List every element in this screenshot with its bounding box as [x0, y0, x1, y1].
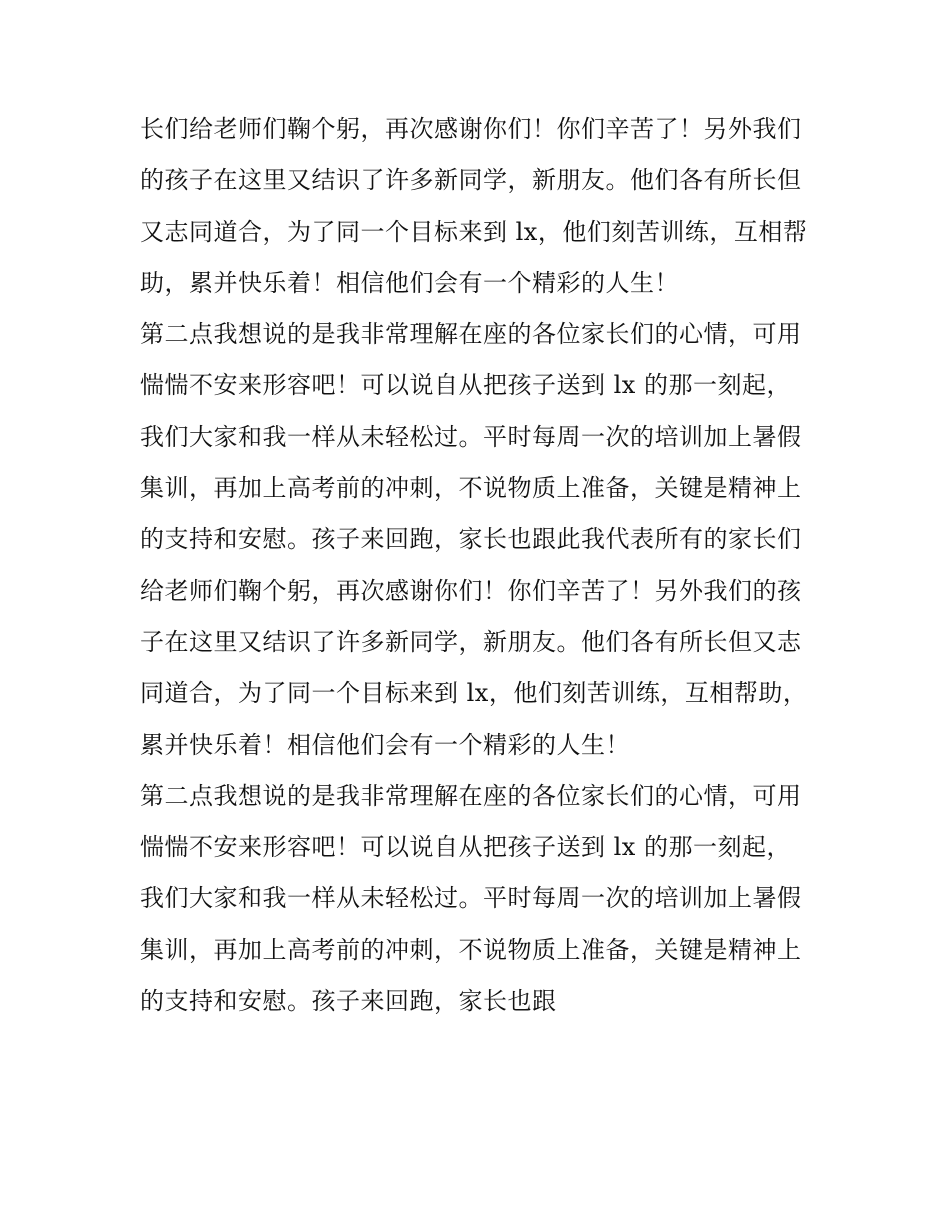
body-text — [140, 104, 840, 1027]
text-line: 的孩子在这里又结识了许多新同学，新朋友。他们各有所长但 — [140, 166, 802, 195]
text-line: 的支持和安慰。孩子来回跑，家长也跟 — [140, 987, 557, 1016]
text-line: 助，累并快乐着！相信他们会有一个精彩的人生！ — [140, 268, 679, 297]
text-line: 的支持和安慰。孩子来回跑，家长也跟此我代表所有的家长们 — [140, 525, 802, 554]
text-line: 长们给老师们鞠个躬，再次感谢你们！你们辛苦了！另外我们 — [140, 115, 802, 143]
text-line: 又志同道合，为了同一个目标来到 lx，他们刻苦训练，互相帮 — [140, 217, 808, 246]
text-line: 子在这里又结识了许多新同学，新朋友。他们各有所长但又志 — [140, 627, 802, 656]
text-line: 第二点我想说的是我非常理解在座的各位家长们的心情，可用 — [140, 320, 802, 349]
text-line: 惴惴不安来形容吧！可以说自从把孩子送到 lx 的那一刻起， — [140, 371, 791, 400]
text-line: 我们大家和我一样从未轻松过。平时每周一次的培训加上暑假 — [140, 884, 802, 913]
text-line: 给老师们鞠个躬，再次感谢你们！你们辛苦了！另外我们的孩 — [140, 576, 802, 605]
text-line: 累并快乐着！相信他们会有一个精彩的人生！ — [140, 730, 630, 759]
text-line: 我们大家和我一样从未轻松过。平时每周一次的培训加上暑假 — [140, 422, 802, 451]
text-line: 同道合，为了同一个目标来到 lx，他们刻苦训练，互相帮助， — [140, 679, 808, 708]
text-line: 第二点我想说的是我非常理解在座的各位家长们的心情，可用 — [140, 781, 802, 810]
text-line: 集训，再加上高考前的冲刺，不说物质上准备，关键是精神上 — [140, 935, 802, 964]
text-line: 惴惴不安来形容吧！可以说自从把孩子送到 lx 的那一刻起， — [140, 833, 791, 862]
text-line: 集训，再加上高考前的冲刺，不说物质上准备，关键是精神上 — [140, 474, 802, 503]
